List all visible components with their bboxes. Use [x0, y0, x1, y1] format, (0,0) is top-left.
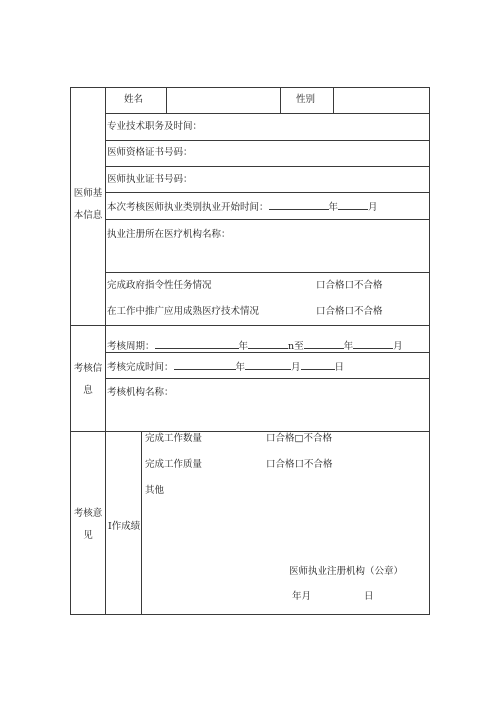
work-quantity-label: 完成工作数量 — [145, 433, 203, 444]
date-day: 日 — [364, 591, 374, 602]
tech-promotion-label: 在工作中推广应用成熟医疗技术情况 — [107, 306, 260, 317]
complete-month-blank[interactable] — [245, 360, 291, 370]
row-line — [105, 166, 430, 167]
work-quality-options[interactable]: 口合格口不合格 — [266, 459, 333, 470]
name-label: 姓名 — [124, 94, 144, 105]
work-quantity-options[interactable]: 口合格□不合格 — [266, 433, 332, 444]
gender-cell-divider — [333, 87, 334, 113]
name-field[interactable] — [168, 90, 278, 110]
name-value-divider — [280, 87, 281, 113]
section-separator — [70, 431, 430, 432]
table-border-top — [70, 87, 430, 88]
row-line — [105, 113, 430, 114]
date-year-month: 年月 — [292, 591, 312, 602]
work-result-label: I作成绩 — [108, 521, 141, 532]
complete-year-blank[interactable] — [174, 360, 236, 370]
opinion-sub-divider — [141, 431, 142, 615]
practice-cert-label: 医师执业证书号码： — [107, 174, 193, 185]
period-month1-blank[interactable] — [248, 339, 288, 349]
assessment-info-section-label: 考核信 息 — [73, 363, 103, 396]
basic-info-section-label: 医师基 本信息 — [73, 188, 103, 221]
assessment-period-row: 考核周期： 年 n至 年 月 — [107, 341, 403, 352]
month-blank[interactable] — [338, 200, 368, 210]
year-blank[interactable] — [269, 200, 329, 210]
period-year2-blank[interactable] — [304, 339, 344, 349]
seal-label: 医师执业注册机构（公章） — [289, 566, 404, 577]
table-border-bottom — [70, 614, 430, 615]
gov-task-options[interactable]: 口合格口不合格 — [316, 280, 383, 291]
qualification-cert-label: 医师资格证书号码： — [107, 147, 193, 158]
row-line — [105, 219, 430, 220]
opinion-section-label: 考核意 见 — [73, 508, 103, 541]
section-separator — [70, 325, 430, 326]
title-and-time-label: 专业技术职务及时间： — [107, 121, 203, 132]
tech-promotion-options[interactable]: 口合格口不合格 — [316, 306, 383, 317]
row-line — [105, 140, 430, 141]
name-cell-divider — [166, 87, 167, 113]
row-line — [105, 272, 430, 273]
period-year1-blank[interactable] — [155, 339, 239, 349]
practice-start-row: 本次考核医师执业类别执业开始时间： 年 月 — [107, 202, 378, 213]
row-line — [105, 378, 430, 379]
gender-label: 性别 — [296, 94, 316, 105]
institution-label: 执业注册所在医疗机构名称： — [107, 229, 231, 240]
gender-field[interactable] — [335, 90, 427, 110]
other-label: 其他 — [145, 485, 165, 496]
work-quality-label: 完成工作质量 — [145, 459, 203, 470]
assessment-agency-label: 考核机构名称： — [107, 387, 174, 398]
row-line — [105, 192, 430, 193]
period-month2-blank[interactable] — [353, 339, 393, 349]
completion-time-row: 考核完成时间： 年 月 日 — [107, 362, 345, 373]
gov-task-label: 完成政府指令性任务情况 — [107, 280, 212, 291]
complete-day-blank[interactable] — [301, 360, 335, 370]
